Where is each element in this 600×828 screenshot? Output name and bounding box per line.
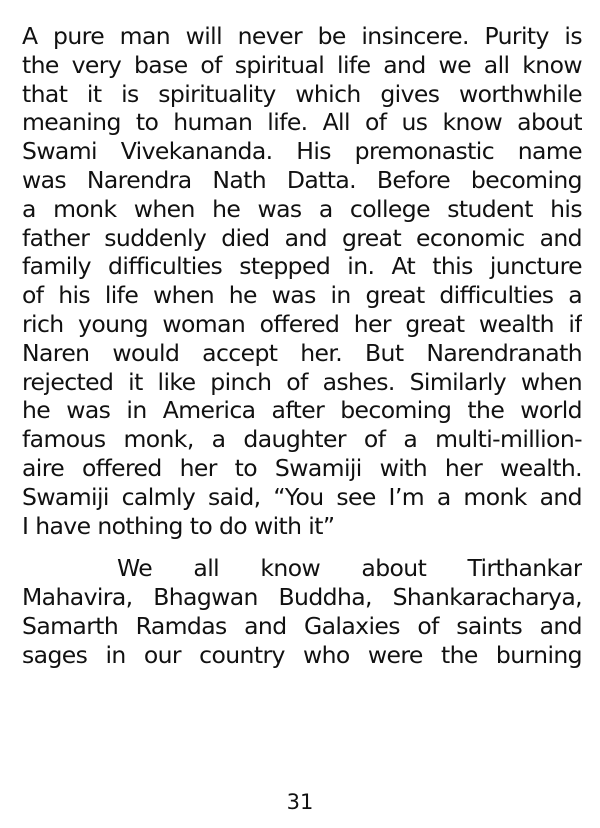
page-body bbox=[22, 22, 582, 670]
text-line: aire offered her to Swamiji with her wealth. bbox=[22, 453, 582, 482]
text-line: of his life when he was in great difficulties a bbox=[22, 281, 582, 310]
text-line: famous monk, a daughter of a multi-million- bbox=[22, 425, 582, 454]
text-line: Samarth Ramdas and Galaxies of saints and bbox=[22, 611, 582, 640]
text-line: he was in America after becoming the world bbox=[22, 396, 582, 425]
text-line: the very base of spiritual life and we all know bbox=[22, 50, 582, 79]
text-line: I have nothing to do with it” bbox=[22, 511, 335, 540]
text-line: Swamiji calmly said, “You see I’m a monk and bbox=[22, 482, 582, 511]
page-number: 31 bbox=[286, 790, 314, 814]
text-line: meaning to human life. All of us know about bbox=[22, 108, 582, 137]
text-line: father suddenly died and great economic and bbox=[22, 223, 582, 252]
paragraph-2 bbox=[22, 554, 582, 669]
text-line: Naren would accept her. But Narendranath bbox=[22, 338, 582, 367]
text-line: Mahavira, Bhagwan Buddha, Shankaracharya, bbox=[22, 583, 582, 612]
text-line: We all know about Tirthankar bbox=[117, 554, 582, 583]
text-line: family difficulties stepped in. At this juncture bbox=[22, 252, 582, 281]
text-line: that it is spirituality which gives worthwhile bbox=[22, 79, 582, 108]
text-line: a monk when he was a college student his bbox=[22, 194, 582, 223]
text-line: A pure man will never be insincere. Purity is bbox=[22, 22, 582, 50]
text-line: sages in our country who were the burning bbox=[22, 640, 582, 669]
text-line: was Narendra Nath Datta. Before becoming bbox=[22, 165, 582, 194]
paragraph-1 bbox=[22, 22, 582, 540]
text-line: rejected it like pinch of ashes. Similarly when bbox=[22, 367, 582, 396]
text-line: Swami Vivekananda. His premonastic name bbox=[22, 137, 582, 166]
text-line: rich young woman offered her great wealth if bbox=[22, 309, 582, 338]
